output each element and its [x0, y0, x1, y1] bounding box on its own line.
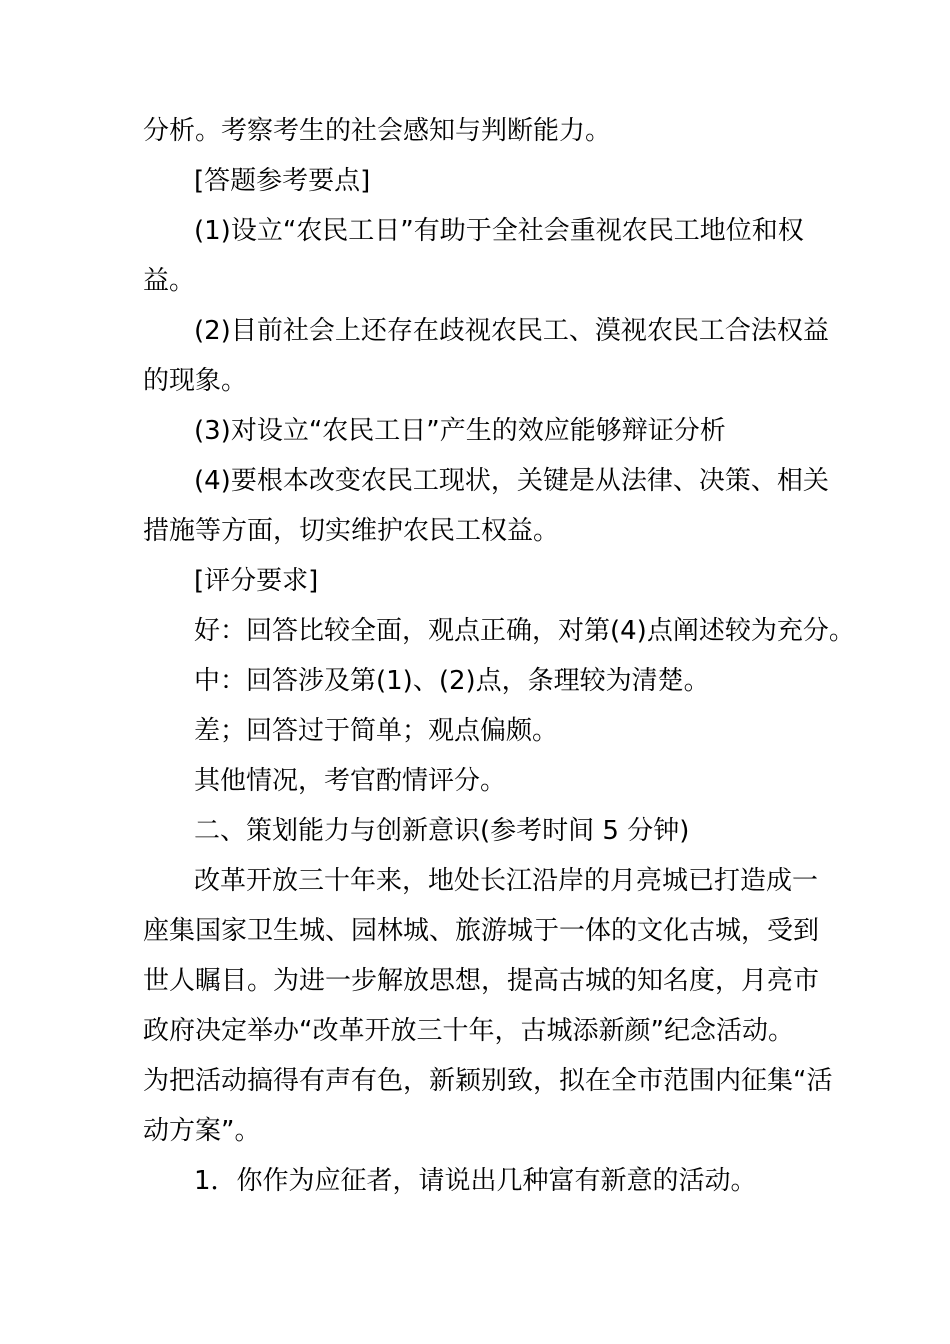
text-line: 好：回答比较全面，观点正确，对第(4)点阐述较为充分。	[194, 616, 855, 646]
text-line: (3)对设立“农民工日”产生的效应能够辩证分析	[194, 416, 726, 446]
section-heading-planning: 二、策划能力与创新意识(参考时间 5 分钟)	[194, 816, 690, 846]
text-line: (4)要根本改变农民工现状，关键是从法律、决策、相关	[194, 466, 829, 496]
document-body	[143, 106, 855, 1206]
question-item: 1．你作为应征者，请说出几种富有新意的活动。	[194, 1166, 757, 1196]
text-line: 动方案”。	[143, 1116, 261, 1146]
text-line: 分析。考察考生的社会感知与判断能力。	[143, 116, 612, 146]
text-line: 措施等方面，切实维护农民工权益。	[143, 516, 560, 546]
text-line: 为把活动搞得有声有色，新颖别致，拟在全市范围内征集“活	[143, 1066, 833, 1096]
text-line: (2)目前社会上还存在歧视农民工、漠视农民工合法权益	[194, 316, 829, 346]
text-line: 世人瞩目。为进一步解放思想，提高古城的知名度，月亮市	[143, 966, 820, 996]
text-line: 改革开放三十年来，地处长江沿岸的月亮城已打造成一	[194, 866, 819, 896]
text-line: (1)设立“农民工日”有助于全社会重视农民工地位和权	[194, 216, 804, 246]
text-line: 益。	[143, 266, 196, 296]
section-heading-answer-points: [答题参考要点]	[194, 166, 371, 196]
text-line: 的现象。	[143, 366, 248, 396]
text-line: 座集国家卫生城、园林城、旅游城于一体的文化古城，受到	[143, 916, 820, 946]
text-line: 中：回答涉及第(1)、(2)点，条理较为清楚。	[194, 666, 710, 696]
text-line: 政府决定举办“改革开放三十年，古城添新颜”纪念活动。	[143, 1016, 794, 1046]
text-line: 差；回答过于简单；观点偏颇。	[194, 716, 559, 746]
section-heading-scoring: [评分要求]	[194, 566, 319, 596]
text-line: 其他情况，考官酌情评分。	[194, 766, 507, 796]
